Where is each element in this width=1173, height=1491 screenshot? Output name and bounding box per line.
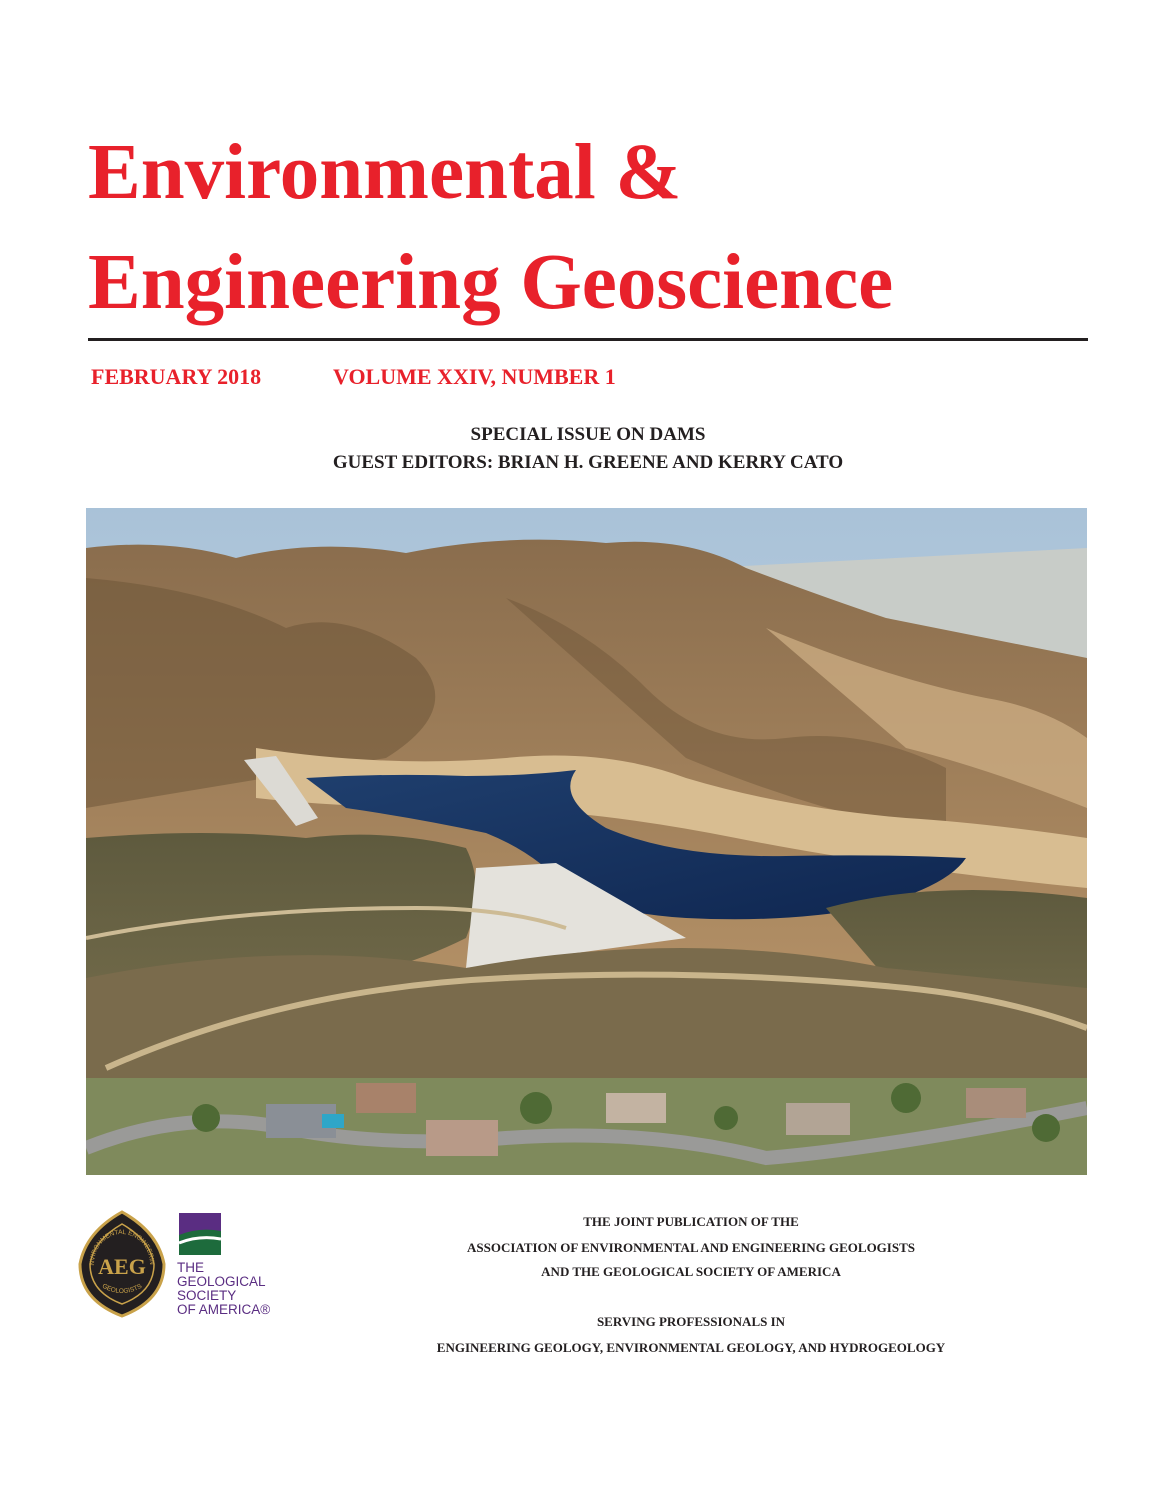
aeg-logo (72, 1208, 172, 1320)
footer-joint-publication: THE JOINT PUBLICATION OF THE (583, 1214, 799, 1229)
issue-date: FEBRUARY 2018 (91, 364, 262, 389)
guest-editors: GUEST EDITORS: BRIAN H. GREENE AND KERRY CATO (332, 452, 844, 473)
special-issue-title: SPECIAL ISSUE ON DAMS (470, 424, 706, 445)
aeg-letters: AEG (98, 1254, 146, 1279)
journal-title-line1: Environmental & (88, 129, 682, 216)
journal-title-line2: Engineering Geoscience (88, 239, 894, 326)
journal-title (88, 118, 1098, 338)
footer-gsa-name: AND THE GEOLOGICAL SOCIETY OF AMERICA (541, 1264, 841, 1279)
footer-serving: SERVING PROFESSIONALS IN (596, 1314, 786, 1329)
gsa-wordmark (177, 1261, 270, 1317)
gsa-mark-icon (179, 1213, 221, 1255)
aeg-ring-top-text: NVIRONMENTAL ENGINEERIN (88, 1228, 156, 1266)
footer-disciplines: ENGINEERING GEOLOGY, ENVIRONMENTAL GEOLOGY, AND HYDROGEOLOGY (436, 1340, 946, 1355)
footer-aeg-name: ASSOCIATION OF ENVIRONMENTAL AND ENGINEERING GEOLOGISTS (467, 1240, 915, 1255)
aeg-ring-bottom-text: GEOLOGISTS (100, 1282, 144, 1296)
issue-volume: VOLUME XXIV, NUMBER 1 (333, 364, 616, 389)
title-divider (88, 338, 1088, 341)
gsa-line4: OF AMERICA® (177, 1302, 271, 1317)
gsa-line1: THE (177, 1260, 204, 1275)
cover-photo-dam-reservoir (86, 508, 1087, 1175)
gsa-line3: SOCIETY (177, 1288, 237, 1303)
gsa-line2: GEOLOGICAL (177, 1274, 266, 1289)
gsa-logo (177, 1213, 307, 1333)
